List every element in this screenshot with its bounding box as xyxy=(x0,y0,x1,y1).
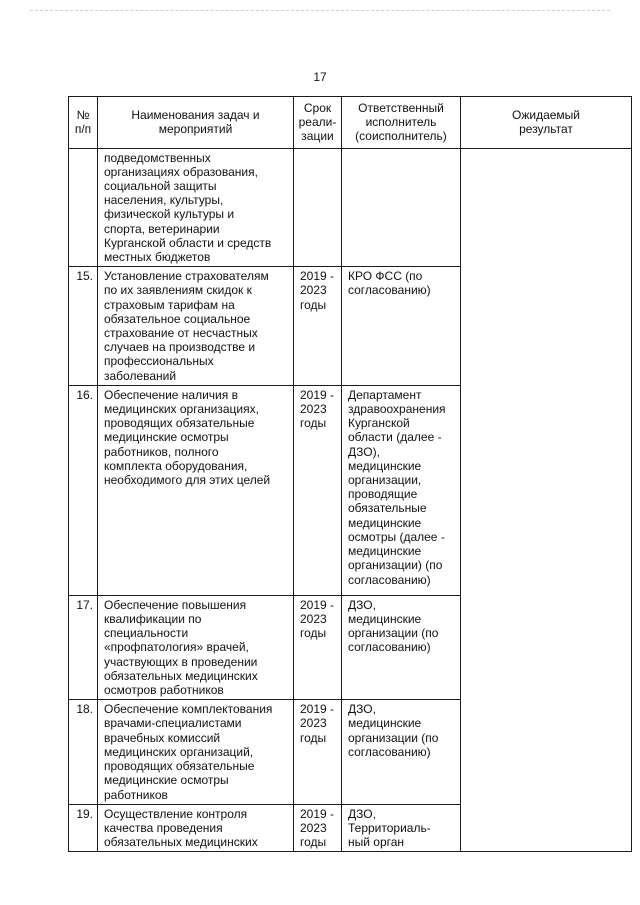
row-executor: ДЗО, медицинские организации (по согласованию) xyxy=(342,595,461,699)
table-row xyxy=(69,148,632,267)
page-number: 17 xyxy=(313,70,327,84)
row-num: 18. xyxy=(69,700,98,804)
header-executor: Ответственный исполнитель (соисполнитель) xyxy=(342,97,461,149)
row-term xyxy=(294,148,342,267)
header-term: Срок реали- зации xyxy=(294,97,342,149)
row-name: Обеспечение комплектования врачами-специалистами врачебных комиссий медицинских организаций, проводящих обязательные медицинские осмотры работников xyxy=(98,700,294,804)
header-name: Наименования задач и мероприятий xyxy=(98,97,294,149)
row-executor: КРО ФСС (по согласованию) xyxy=(342,267,461,386)
row-num: 17. xyxy=(69,595,98,699)
row-term: 2019 - 2023 годы xyxy=(294,804,342,852)
row-executor: ДЗО, медицинские организации (по согласованию) xyxy=(342,700,461,804)
header-result: Ожидаемый результат xyxy=(461,97,632,149)
table-header-row xyxy=(69,97,632,149)
row-name: подведомственных организациях образования, социальной защиты населения, культуры, физической культуры и спорта, ветеринарии Курганской области и средств местных бюджетов xyxy=(98,148,294,267)
row-executor: Департамент здравоохранения Курганской области (далее - ДЗО), медицинские организации, проводящие обязательные медицинские осмотры (далее - медицинские организации) (по согласованию) xyxy=(342,385,461,595)
row-name: Обеспечение наличия в медицинских организациях, проводящих обязательные медицинские осмотры работников, полного комплекта оборудования, необходимого для этих целей xyxy=(98,385,294,595)
row-term: 2019 - 2023 годы xyxy=(294,267,342,386)
row-num: 15. xyxy=(69,267,98,386)
row-name: Установление страхователям по их заявлениям скидок к страховым тарифам на обязательное социальное страхование от несчастных случаев на производстве и профессиональных заболеваний xyxy=(98,267,294,386)
result-column-cell xyxy=(461,148,632,852)
row-name: Осуществление контроля качества проведения обязательных медицинских xyxy=(98,804,294,852)
row-term: 2019 - 2023 годы xyxy=(294,595,342,699)
header-num: № п/п xyxy=(69,97,98,149)
row-name: Обеспечение повышения квалификации по специальности «профпатология» врачей, участвующих в проведении обязательных медицинских осмотров работников xyxy=(98,595,294,699)
row-num: 16. xyxy=(69,385,98,595)
scan-edge-line xyxy=(30,10,610,12)
row-num xyxy=(69,148,98,267)
row-executor xyxy=(342,148,461,267)
row-executor: ДЗО, Территориаль- ный орган xyxy=(342,804,461,852)
row-term: 2019 - 2023 годы xyxy=(294,700,342,804)
row-num: 19. xyxy=(69,804,98,852)
measures-table xyxy=(68,96,632,852)
row-term: 2019 - 2023 годы xyxy=(294,385,342,595)
